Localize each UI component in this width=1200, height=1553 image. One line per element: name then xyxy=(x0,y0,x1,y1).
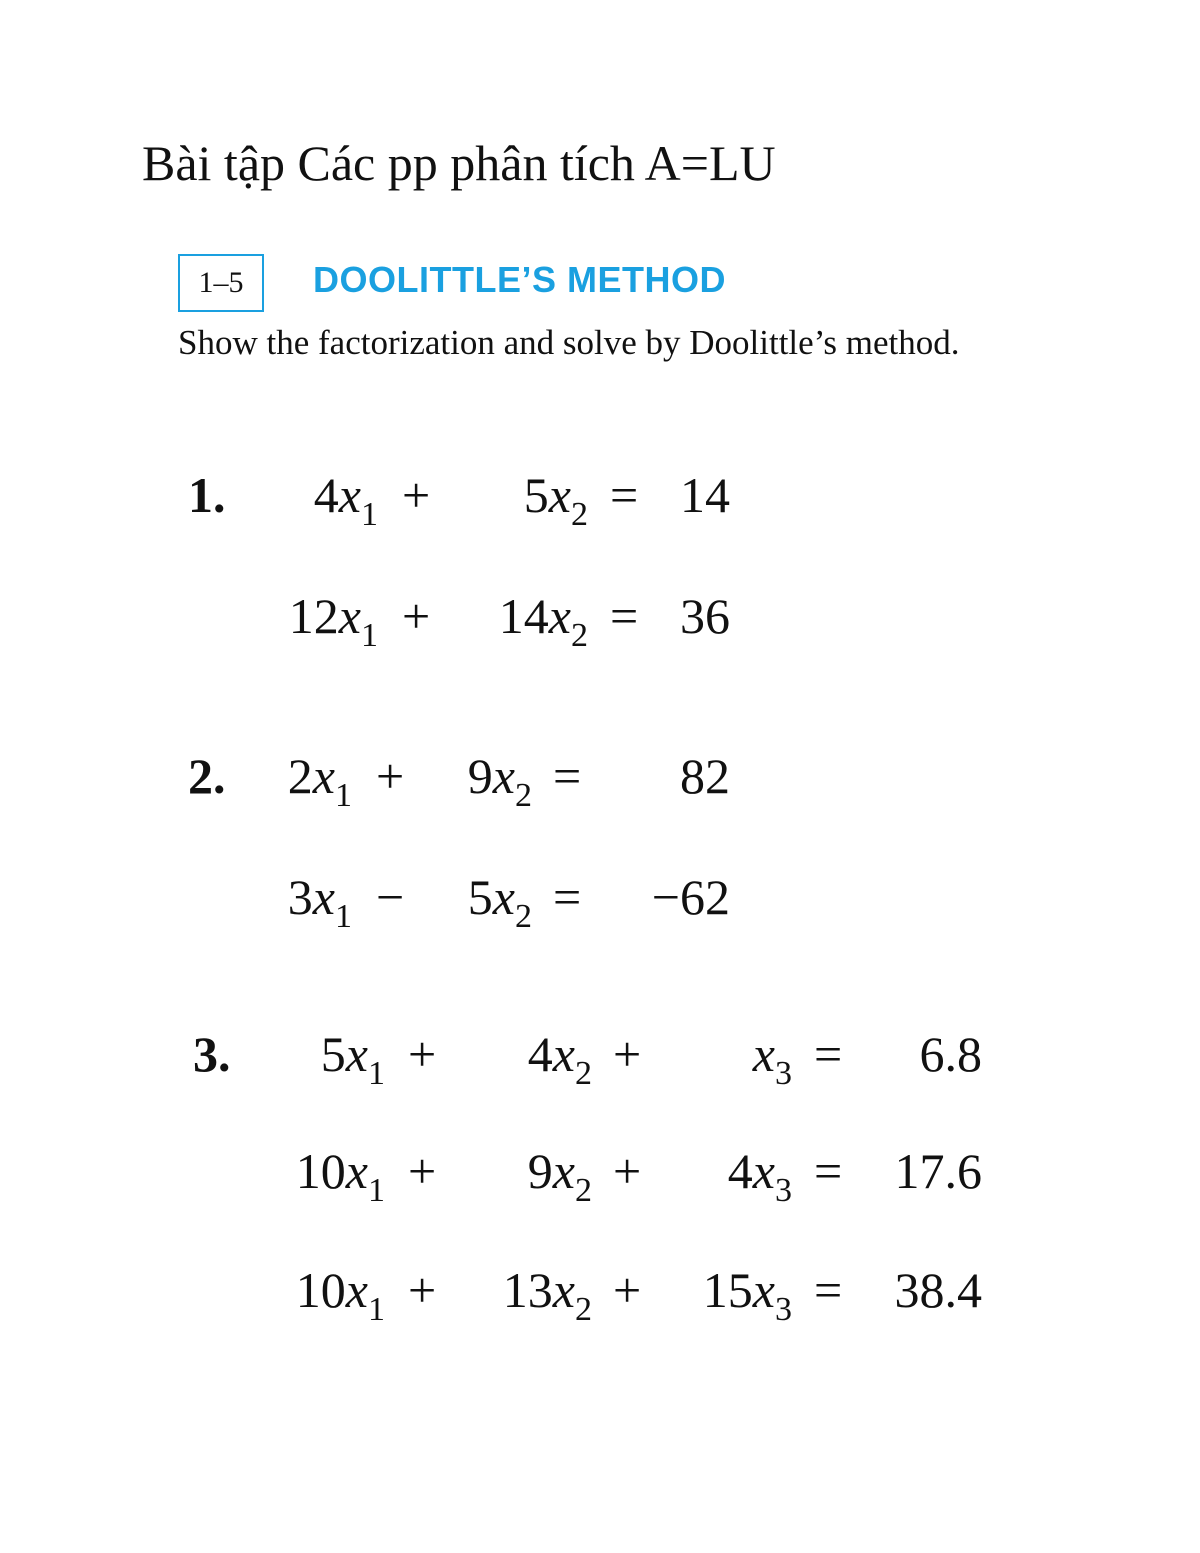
equals-sign: = xyxy=(610,588,639,644)
term-x1: $2x_1$ xyxy=(287,748,352,814)
term-x3: $4x_3$ xyxy=(727,1143,792,1209)
operator: + xyxy=(408,1262,437,1318)
term-x2: $9x_2$ xyxy=(527,1143,592,1209)
rhs-value: −62 xyxy=(651,869,730,925)
term-x2: $5x_2$ xyxy=(467,869,532,935)
equals-sign: = xyxy=(553,869,582,925)
rhs-value: 36 xyxy=(680,588,730,644)
operator: − xyxy=(376,869,405,925)
equals-sign: = xyxy=(814,1262,843,1318)
operator: + xyxy=(613,1026,642,1082)
problem-1-number: 1. xyxy=(188,467,226,523)
equals-sign: = xyxy=(814,1026,843,1082)
term-x1: $3x_1$ xyxy=(287,869,352,935)
rhs-value: 17.6 xyxy=(894,1143,982,1199)
rhs-value: 6.8 xyxy=(919,1026,982,1082)
section-instruction: Show the factorization and solve by Doolittle’s method. xyxy=(178,323,960,362)
operator: + xyxy=(402,588,431,644)
operator: + xyxy=(402,467,431,523)
rhs-value: 82 xyxy=(680,748,730,804)
term-x1: $10x_1$ xyxy=(295,1143,385,1209)
rhs-value: 38.4 xyxy=(894,1262,982,1318)
term-x2: $4x_2$ xyxy=(527,1026,592,1092)
term-x1: $12x_1$ xyxy=(288,588,378,654)
operator: + xyxy=(376,748,405,804)
term-x2: $13x_2$ xyxy=(502,1262,592,1328)
rhs-value: 14 xyxy=(680,467,730,523)
equals-sign: = xyxy=(610,467,639,523)
term-x1: $5x_1$ xyxy=(320,1026,385,1092)
operator: + xyxy=(408,1143,437,1199)
equals-sign: = xyxy=(553,748,582,804)
section-number-box: 1–5 xyxy=(178,254,264,312)
operator: + xyxy=(613,1143,642,1199)
term-x1: $4x_1$ xyxy=(313,467,378,533)
section-heading: DOOLITTLE’S METHOD xyxy=(313,259,726,300)
term-x1: $10x_1$ xyxy=(295,1262,385,1328)
operator: + xyxy=(613,1262,642,1318)
problem-3-number: 3. xyxy=(193,1026,231,1082)
page-title: Bài tập Các pp phân tích A=LU xyxy=(142,135,776,191)
problem-2-number: 2. xyxy=(188,748,226,804)
term-x3: $x_3$ xyxy=(752,1026,792,1092)
term-x2: $9x_2$ xyxy=(467,748,532,814)
operator: + xyxy=(408,1026,437,1082)
term-x2: $14x_2$ xyxy=(498,588,588,654)
term-x3: $15x_3$ xyxy=(702,1262,792,1328)
equals-sign: = xyxy=(814,1143,843,1199)
term-x2: $5x_2$ xyxy=(523,467,588,533)
